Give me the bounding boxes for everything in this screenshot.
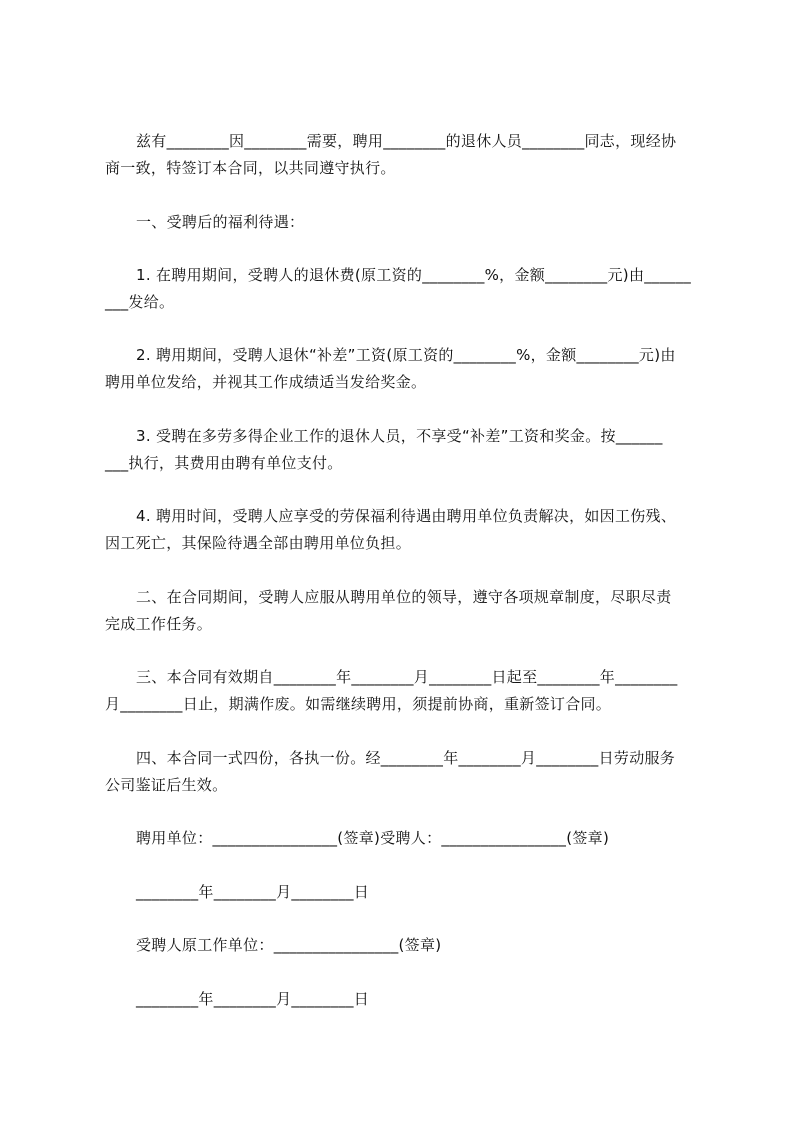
signature-date-2: ________年________月________日 bbox=[136, 990, 370, 1008]
item-4-line-1: 4. 聘用时间，受聘人应享受的劳保福利待遇由聘用单位负责解决，如因工伤残、 bbox=[136, 507, 677, 525]
intro-line-2: 商一致，特签订本合同，以共同遵守执行。 bbox=[105, 159, 396, 177]
item-4-line-2: 因工死亡，其保险待遇全部由聘用单位负担。 bbox=[105, 534, 412, 552]
item-1-line-1: 1. 在聘用期间，受聘人的退休费(原工资的________%，金额________元)由______ bbox=[136, 266, 692, 284]
section-2-line-1: 二、在合同期间，受聘人应服从聘用单位的领导，遵守各项规章制度，尽职尽责 bbox=[136, 588, 672, 606]
section-2-line-2: 完成工作任务。 bbox=[105, 615, 213, 633]
item-3-line-1: 3. 受聘在多劳多得企业工作的退休人员，不享受“补差”工资和奖金。按______ bbox=[136, 427, 663, 445]
item-3-line-2: ___执行，其费用由聘有单位支付。 bbox=[105, 454, 343, 472]
section-1-heading: 一、受聘后的福利待遇： bbox=[136, 213, 305, 231]
item-2-line-1: 2. 聘用期间，受聘人退休“补差”工资(原工资的________%，金额________元)由 bbox=[136, 346, 676, 364]
intro-line-1: 兹有________因________需要，聘用________的退休人员________同志，现经协 bbox=[136, 132, 677, 150]
item-2-line-2: 聘用单位发给，并视其工作成绩适当发给奖金。 bbox=[105, 373, 427, 391]
signature-date-1: ________年________月________日 bbox=[136, 883, 370, 901]
item-1-line-2: ___发给。 bbox=[105, 293, 175, 311]
signature-employer-line: 聘用单位：________________(签章)受聘人：________________(签章) bbox=[136, 829, 610, 847]
signature-former-unit-line: 受聘人原工作单位：________________(签章) bbox=[136, 936, 442, 954]
section-3-line-2: 月________日止，期满作废。如需继续聘用，须提前协商，重新签订合同。 bbox=[105, 695, 612, 713]
section-3-line-1: 三、本合同有效期自________年________月________日起至________年________ bbox=[136, 668, 678, 686]
section-4-line-2: 公司鉴证后生效。 bbox=[105, 776, 228, 794]
section-4-line-1: 四、本合同一式四份，各执一份。经________年________月________日劳动服务 bbox=[136, 749, 676, 767]
